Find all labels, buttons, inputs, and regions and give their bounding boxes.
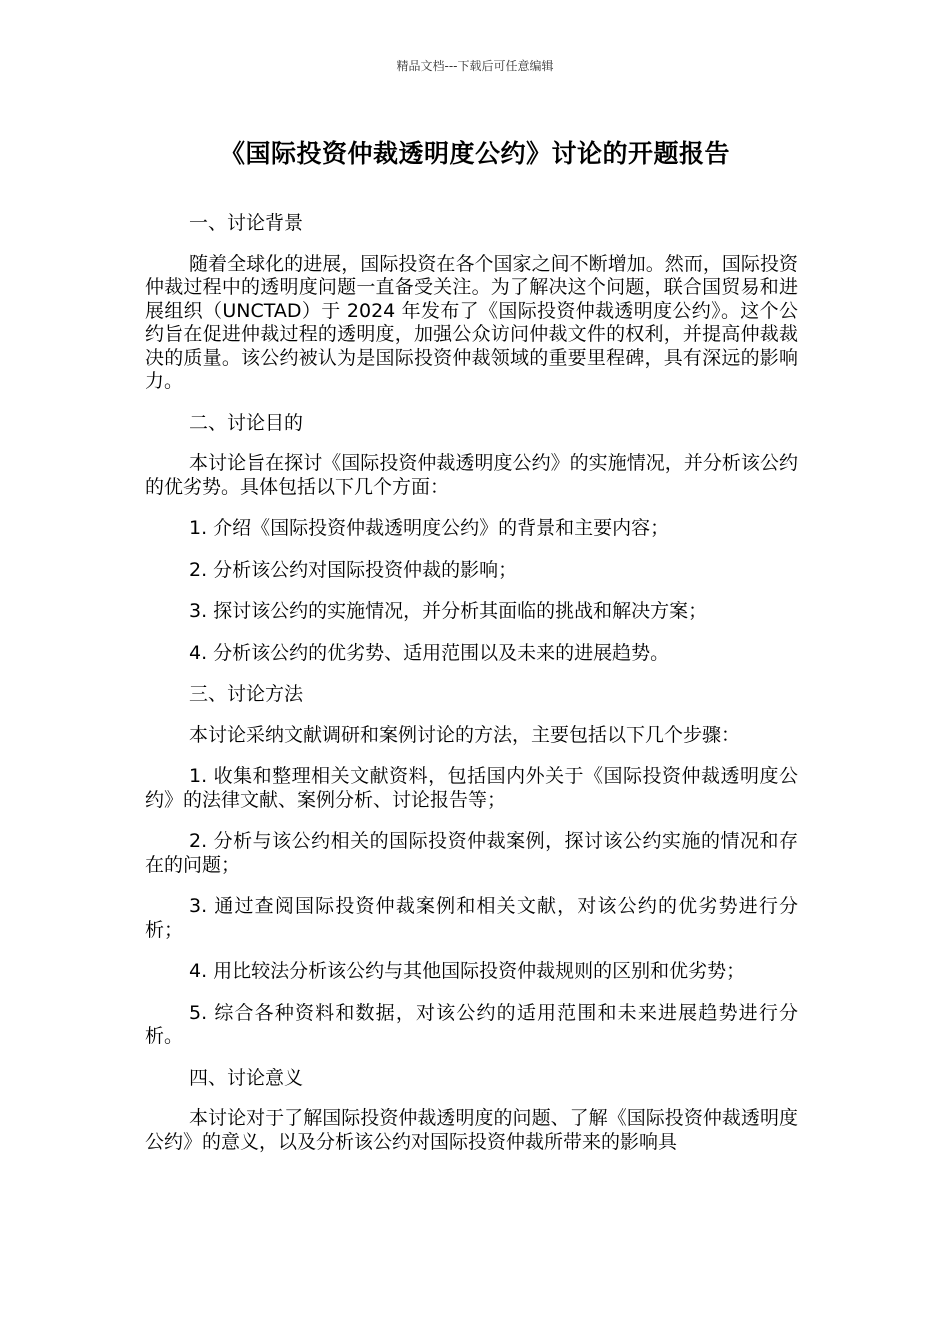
purpose-item-3: 3. 探讨该公约的实施情况，并分析其面临的挑战和解决方案；: [189, 600, 708, 622]
document-title: 《国际投资仲裁透明度公约》讨论的开题报告: [219, 139, 730, 168]
section-heading-method: 三、讨论方法: [189, 683, 304, 705]
page-header: 精品文档---下载后可任意编辑: [396, 59, 554, 73]
purpose-item-2: 2. 分析该公约对国际投资仲裁的影响；: [189, 558, 518, 581]
document-body: [145, 212, 798, 1172]
method-item-4: 4. 用比较法分析该公约与其他国际投资仲裁规则的区别和优劣势；: [189, 960, 746, 982]
section-heading-significance: 四、讨论意义: [189, 1066, 304, 1089]
method-intro: 本讨论采纳文献调研和案例讨论的方法，主要包括以下几个步骤：: [189, 723, 741, 746]
method-item-1: 1. 收集和整理相关文献资料，包括国内外关于《国际投资仲裁透明度公约》的法律文献、案例分析、讨论报告等；: [145, 765, 798, 811]
background-paragraph: 随着全球化的进展，国际投资在各个国家之间不断增加。然而，国际投资仲裁过程中的透明度问题一直备受关注。为了解决这个问题，联合国贸易和进展组织（UNCTAD）于 2024 年发布了《国际投资仲裁透明度公约》。这个公约旨在促进仲裁过程的透明度，加强公众访问仲裁文件的权利，并提高仲裁裁决的质量。该公约被认为是国际投资仲裁领域的重要里程碑，具有深远的影响力。: [145, 252, 798, 392]
method-item-3: 3. 通过查阅国际投资仲裁案例和相关文献，对该公约的优劣势进行分析；: [145, 895, 798, 941]
section-heading-purpose: 二、讨论目的: [189, 411, 304, 434]
significance-paragraph: 本讨论对于了解国际投资仲裁透明度的问题、了解《国际投资仲裁透明度公约》的意义，以及分析该公约对国际投资仲裁所带来的影响具: [145, 1107, 798, 1153]
section-heading-background: 一、讨论背景: [189, 212, 304, 234]
purpose-item-1: 1. 介绍《国际投资仲裁透明度公约》的背景和主要内容；: [189, 517, 670, 539]
purpose-item-4: 4. 分析该公约的优劣势、适用范围以及未来的进展趋势。: [189, 641, 670, 664]
method-item-5: 5. 综合各种资料和数据，对该公约的适用范围和未来进展趋势进行分析。: [145, 1001, 798, 1047]
purpose-intro: 本讨论旨在探讨《国际投资仲裁透明度公约》的实施情况，并分析该公约的优劣势。具体包括以下几个方面：: [145, 452, 798, 498]
method-item-2: 2. 分析与该公约相关的国际投资仲裁案例，探讨该公约实施的情况和存在的问题；: [145, 830, 798, 876]
